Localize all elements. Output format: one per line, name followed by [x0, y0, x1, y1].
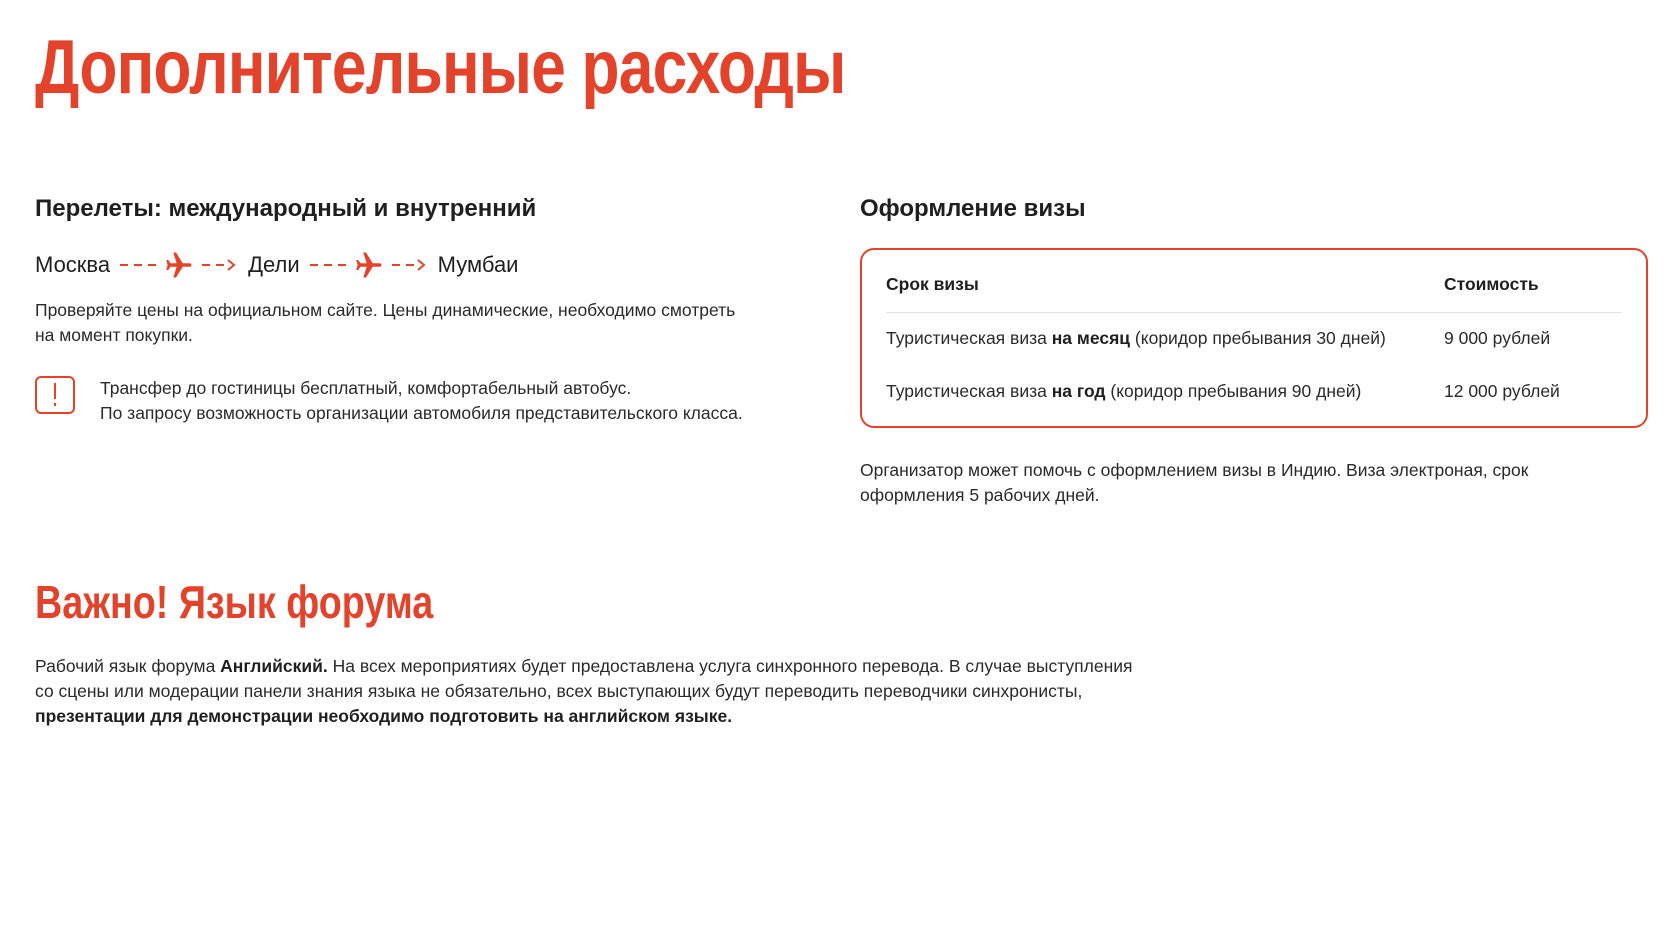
text-line: Проверяйте цены на официальном сайте. Цены динамические, необходимо смотреть	[35, 300, 736, 320]
flights-description	[35, 298, 735, 348]
column-header-term: Срок визы	[886, 274, 979, 294]
text-line: на момент покупки.	[35, 325, 193, 345]
text-line: Трансфер до гостиницы бесплатный, комфортабельный автобус.	[100, 378, 632, 398]
transfer-note	[100, 376, 743, 426]
flight-route	[35, 246, 518, 284]
route-segment	[310, 250, 428, 280]
divider	[886, 312, 1622, 313]
text-line: со сцены или модерации панели знания языка не обязательно, всех выступающих будут переводить переводчики синхронисты,	[35, 681, 1083, 701]
route-city-delhi: Дели	[248, 252, 300, 277]
visa-table-header	[886, 274, 1622, 300]
table-row	[886, 328, 1622, 349]
visa-table	[860, 248, 1648, 428]
route-segment	[120, 250, 238, 280]
dashed-arrow-icon	[202, 259, 238, 271]
text-line: оформления 5 рабочих дней.	[860, 485, 1100, 505]
dashed-line-icon	[310, 263, 346, 267]
page-title: Дополнительные расходы	[35, 25, 846, 110]
flights-heading: Перелеты: международный и внутренний	[35, 195, 537, 222]
airplane-icon	[160, 250, 198, 280]
dashed-arrow-icon	[392, 259, 428, 271]
route-city-mumbai: Мумбаи	[437, 252, 519, 277]
airplane-icon	[350, 250, 388, 280]
text-line: Рабочий язык форума Английский. На всех мероприятиях будет предоставлена услуга синхронного перевода. В случае выступления	[35, 656, 1133, 676]
visa-note	[860, 458, 1528, 508]
dashed-line-icon	[120, 263, 156, 267]
route-city-moscow: Москва	[35, 252, 111, 277]
visa-term-cell: Туристическая виза на месяц (коридор пребывания 30 дней)	[886, 328, 1386, 348]
text-line: Организатор может помочь с оформлением визы в Индию. Виза электроная, срок	[860, 460, 1529, 480]
table-row	[886, 381, 1622, 402]
language-description	[35, 654, 1133, 729]
column-header-cost: Стоимость	[1444, 274, 1539, 294]
visa-term-cell: Туристическая виза на год (коридор пребывания 90 дней)	[886, 381, 1362, 401]
visa-cost-cell: 12 000 рублей	[1444, 381, 1560, 401]
text-line: По запросу возможность организации автомобиля представительского класса.	[100, 403, 743, 423]
visa-heading: Оформление визы	[860, 195, 1086, 222]
exclamation-icon	[35, 376, 75, 414]
visa-cost-cell: 9 000 рублей	[1444, 328, 1551, 348]
text-line: презентации для демонстрации необходимо подготовить на английском языке.	[35, 706, 733, 726]
language-heading: Важно! Язык форума	[35, 576, 434, 628]
